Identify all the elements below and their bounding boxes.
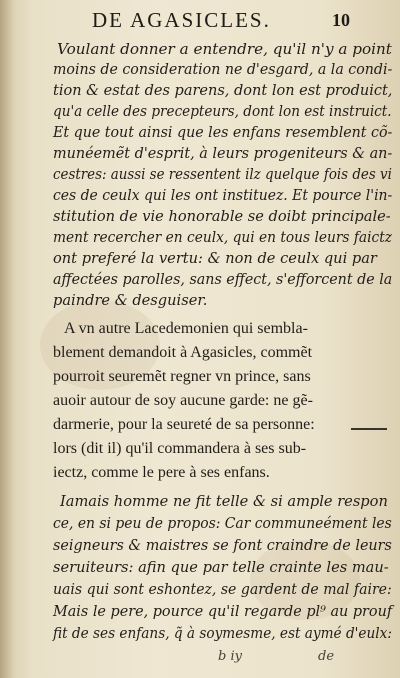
page-gutter-shadow	[0, 0, 14, 678]
text-line: uais qui sont eshontez, se gardent de mal faire:	[53, 581, 392, 598]
show-through-mark	[325, 280, 395, 320]
text-line: affectées parolles, sans effect, s'efforcent de la	[53, 271, 393, 288]
text-line: moins de consideration ne d'esgard, a la condi-	[53, 61, 393, 78]
text-line: Iamais homme ne fit telle & si ample respon	[60, 493, 388, 510]
text-line: A vn autre Lacedemonien qui sembla-	[64, 320, 308, 337]
running-head: DE AGASICLES.	[92, 8, 271, 32]
text-line: qu'a celle des precepteurs, dont lon est instruict.	[53, 103, 392, 120]
text-line: fit de ses enfans, q̃ à soymesme, est aymé d'eulx:	[53, 625, 392, 642]
text-line: auoir autour de soy aucune garde: ne gẽ-	[53, 392, 313, 409]
text-line: ce, en si peu de propos: Car communeément les	[53, 515, 392, 532]
text-line: cestres: aussi se ressentent ilz quelque fois des vi	[53, 166, 392, 183]
text-line: Mais le pere, pource qu'il regarde pl⁹ au prouf	[53, 603, 393, 620]
signature-mark: b iy	[218, 649, 242, 664]
text-line: lors (dit il) qu'il commandera à ses sub-	[53, 440, 307, 457]
text-line: ment recercher en ceulx, qui en tous leurs faictz	[53, 229, 393, 246]
text-line: Et que tout ainsi que les enfans resemblent cõ-	[53, 124, 393, 141]
text-line: darmerie, pour la seureté de sa personne:	[53, 416, 315, 433]
text-line: tion & estat des parens, dont lon est produict,	[53, 82, 393, 99]
text-line: iectz, comme le pere à ses enfans.	[53, 464, 270, 481]
text-line: blement demandoit à Agasicles, commẽt	[53, 344, 313, 361]
text-line: Voulant donner a entendre, qu'il n'y a point	[57, 40, 392, 58]
text-line: seruiteurs: afin que par telle crainte les mau-	[53, 559, 389, 576]
text-line: stitution de vie honorable se doibt principale-	[53, 208, 391, 225]
text-line: pourroit seuremẽt regner vn prince, sans	[53, 368, 311, 385]
text-line: ces de ceulx qui les ont instituez. Et pource l'in-	[53, 187, 393, 204]
text-line: munéemẽt d'esprit, à leurs progeniteurs & an-	[53, 145, 393, 162]
text-line: seigneurs & maistres se font craindre de leurs	[53, 537, 392, 554]
catchword: de	[318, 649, 335, 664]
page-header	[0, 6, 400, 36]
margin-dash	[351, 428, 387, 430]
text-line: ont preferé la vertu: & non de ceulx qui par	[53, 250, 377, 267]
page-number: 10	[332, 10, 350, 30]
text-line: paindre & desguiser.	[53, 292, 208, 309]
